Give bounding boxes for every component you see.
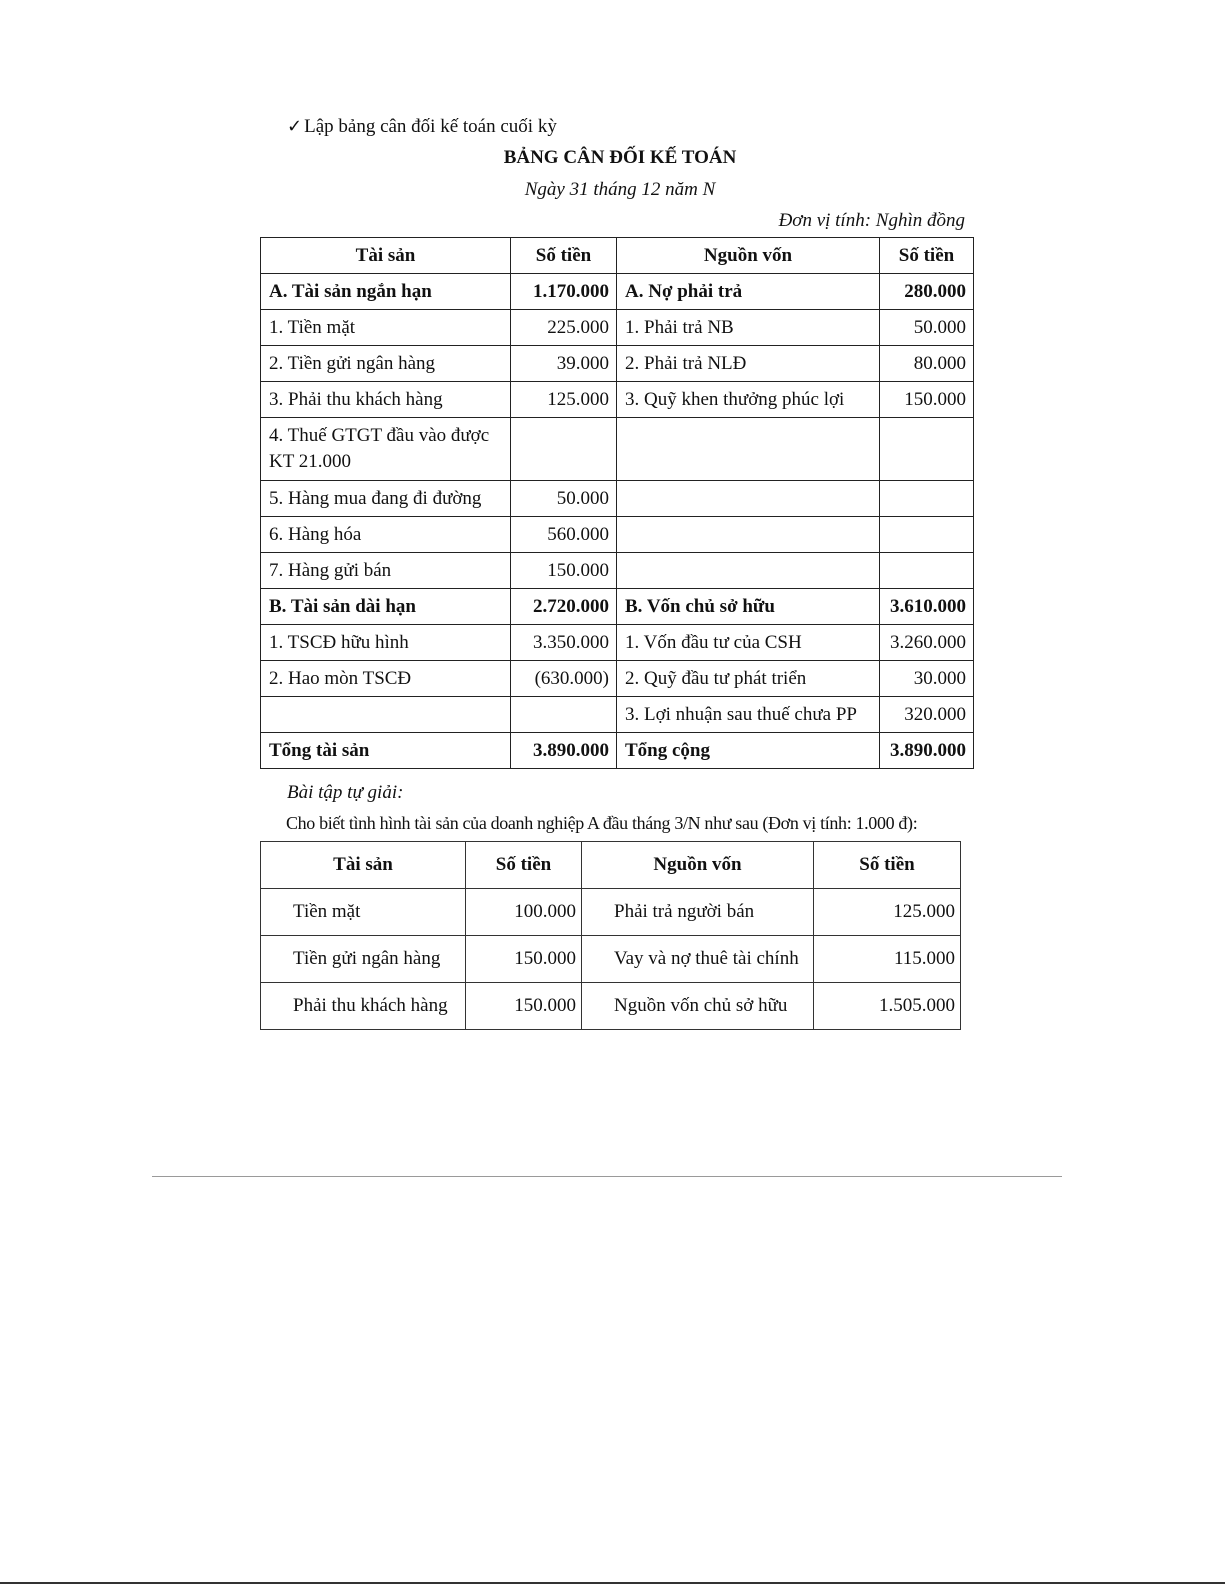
report-date: Ngày 31 tháng 12 năm N: [524, 179, 716, 200]
column-header-amount: Số tiền: [466, 842, 582, 889]
asset-amount: 150.000: [511, 553, 617, 589]
asset-label: 2. Hao mòn TSCĐ: [261, 661, 511, 697]
column-header-amount: Số tiền: [511, 238, 617, 274]
asset-label: 6. Hàng hóa: [261, 517, 511, 553]
table-row: [261, 418, 974, 481]
source-amount: 1.505.000: [814, 983, 961, 1030]
source-label: 3. Quỹ khen thưởng phúc lợi: [617, 382, 880, 418]
table-row: [261, 310, 974, 346]
exercise-table: [260, 841, 961, 1030]
currency-unit-note: Đơn vị tính: Nghìn đồng: [778, 210, 965, 231]
source-label: [617, 481, 880, 517]
column-header-assets: Tài sản: [261, 238, 511, 274]
total-row: [261, 733, 974, 769]
checkmark-icon: ✓: [287, 116, 303, 137]
source-label: 1. Vốn đầu tư của CSH: [617, 625, 880, 661]
table-row: [261, 553, 974, 589]
source-label: 1. Phải trả NB: [617, 310, 880, 346]
table-row: [261, 382, 974, 418]
source-label: 2. Phải trả NLĐ: [617, 346, 880, 382]
source-label: [617, 418, 880, 481]
asset-amount: 50.000: [511, 481, 617, 517]
column-header-amount: Số tiền: [814, 842, 961, 889]
asset-amount: 225.000: [511, 310, 617, 346]
source-amount: 3.610.000: [880, 589, 974, 625]
asset-label: Phải thu khách hàng: [261, 983, 466, 1030]
asset-label: 1. Tiền mặt: [261, 310, 511, 346]
asset-amount: 1.170.000: [511, 274, 617, 310]
source-amount: 3.260.000: [880, 625, 974, 661]
asset-label: 1. TSCĐ hữu hình: [261, 625, 511, 661]
asset-amount: [511, 697, 617, 733]
source-label: [617, 517, 880, 553]
checklist-item: [287, 116, 557, 138]
page-separator: [152, 1176, 1062, 1177]
asset-label: B. Tài sản dài hạn: [261, 589, 511, 625]
asset-amount: [511, 418, 617, 481]
asset-amount: 3.890.000: [511, 733, 617, 769]
asset-amount: 150.000: [466, 936, 582, 983]
source-amount: [880, 553, 974, 589]
source-label: 3. Lợi nhuận sau thuế chưa PP: [617, 697, 880, 733]
asset-label: 5. Hàng mua đang đi đường: [261, 481, 511, 517]
table-row: [261, 481, 974, 517]
asset-amount: 2.720.000: [511, 589, 617, 625]
source-amount: 280.000: [880, 274, 974, 310]
column-header-sources: Nguồn vốn: [617, 238, 880, 274]
asset-label: [261, 697, 511, 733]
table-row: [261, 983, 961, 1030]
asset-amount: 560.000: [511, 517, 617, 553]
source-amount: [880, 481, 974, 517]
source-label: Phải trả người bán: [582, 889, 814, 936]
exercise-heading: Bài tập tự giải:: [287, 782, 404, 803]
asset-amount: 100.000: [466, 889, 582, 936]
asset-label: 3. Phải thu khách hàng: [261, 382, 511, 418]
source-amount: 150.000: [880, 382, 974, 418]
asset-amount: 125.000: [511, 382, 617, 418]
exercise-intro: Cho biết tình hình tài sản của doanh nghiệp A đầu tháng 3/N như sau (Đơn vị tính: 1.000 đ):: [286, 813, 918, 833]
source-amount: 320.000: [880, 697, 974, 733]
asset-amount: 150.000: [466, 983, 582, 1030]
table-row: [261, 936, 961, 983]
table-row: [261, 889, 961, 936]
source-amount: 125.000: [814, 889, 961, 936]
source-amount: 115.000: [814, 936, 961, 983]
asset-label: 2. Tiền gửi ngân hàng: [261, 346, 511, 382]
table-row: [261, 274, 974, 310]
column-header-assets: Tài sản: [261, 842, 466, 889]
page-bottom-border: [0, 1582, 1225, 1584]
table-row: [261, 661, 974, 697]
source-label: 2. Quỹ đầu tư phát triển: [617, 661, 880, 697]
asset-amount: (630.000): [511, 661, 617, 697]
asset-label: 4. Thuế GTGT đầu vào được KT 21.000: [261, 418, 511, 481]
table-header-row: [261, 238, 974, 274]
asset-label: A. Tài sản ngắn hạn: [261, 274, 511, 310]
source-label: A. Nợ phải trả: [617, 274, 880, 310]
table-row: [261, 346, 974, 382]
table-row: [261, 697, 974, 733]
source-label: Vay và nợ thuê tài chính: [582, 936, 814, 983]
balance-sheet-table: [260, 237, 974, 769]
source-amount: 30.000: [880, 661, 974, 697]
source-amount: [880, 418, 974, 481]
asset-label: Tiền gửi ngân hàng: [261, 936, 466, 983]
asset-amount: 3.350.000: [511, 625, 617, 661]
checklist-item-text: Lập bảng cân đối kế toán cuối kỳ: [304, 116, 557, 137]
asset-label: 7. Hàng gửi bán: [261, 553, 511, 589]
source-amount: [880, 517, 974, 553]
source-label: Nguồn vốn chủ sở hữu: [582, 983, 814, 1030]
source-amount: 80.000: [880, 346, 974, 382]
table-row: [261, 625, 974, 661]
source-label: B. Vốn chủ sở hữu: [617, 589, 880, 625]
table-row: [261, 589, 974, 625]
asset-amount: 39.000: [511, 346, 617, 382]
column-header-sources: Nguồn vốn: [582, 842, 814, 889]
asset-label: Tiền mặt: [261, 889, 466, 936]
column-header-amount: Số tiền: [880, 238, 974, 274]
source-label: Tổng cộng: [617, 733, 880, 769]
table-header-row: [261, 842, 961, 889]
page-title: BẢNG CÂN ĐỐI KẾ TOÁN: [503, 147, 737, 168]
source-amount: 50.000: [880, 310, 974, 346]
source-amount: 3.890.000: [880, 733, 974, 769]
source-label: [617, 553, 880, 589]
asset-label: Tổng tài sản: [261, 733, 511, 769]
table-row: [261, 517, 974, 553]
